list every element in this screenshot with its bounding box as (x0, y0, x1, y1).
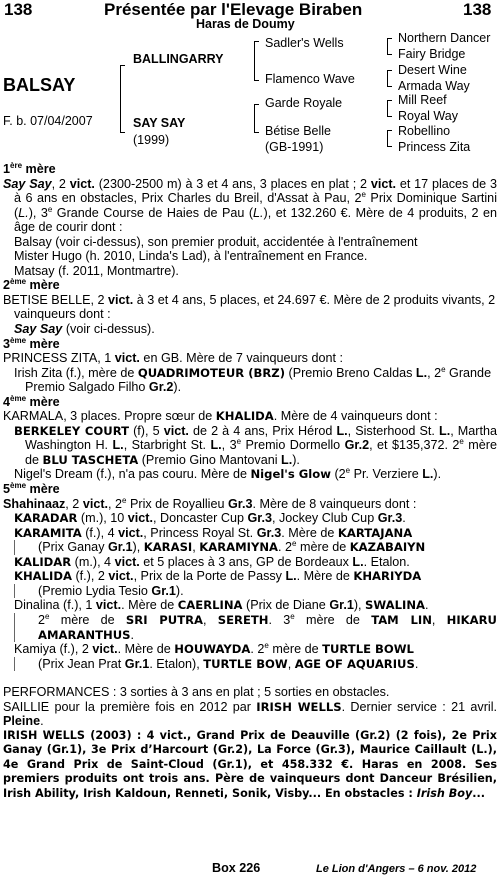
pedigree-bracket (254, 41, 259, 81)
pedigree-bracket (120, 65, 125, 133)
pedigree-gs4-year: (GB-1991) (265, 140, 324, 154)
produce-item: Nigel's Dream (f.), n'a pas couru. Mère de Nigel's Glow (2e Pr. Verziere L.). (14, 466, 442, 482)
covering-text: SAILLIE pour la première fois en 2012 par IRISH WELLS. Dernier service : 21 avril. Pleine. (3, 699, 497, 729)
pedigree-gs1: Sadler's Wells (265, 36, 344, 50)
consignor-title: Présentée par l'Elevage Biraben (104, 0, 363, 19)
horse-name: BALSAY (3, 75, 76, 95)
stallion-text: IRISH WELLS (2003) : 4 vict., Grand Prix de Deauville (Gr.2) (2 fois), 2e Prix Ganay (Gr.1), 3e Prix d’Harcourt (Gr.2), La Force (Gr.3), Maurice Caillault (L.), 4e Grand Prix de Saint-Cloud (Gr.1), et 458.332 €. Haras en 2008. Ses premiers produits ont trois ans. Père de vainqueurs dont Danceur Brésilien, Irish Ability, Irish Kaldoun, Renneti, Sonik, Visby... En obstacles : Irish Boy... (3, 728, 497, 800)
produce-subitem: (Prix Ganay Gr.1), KARASI, KARAMIYNA. 2e mère de KAZABAIYN (38, 539, 426, 555)
performances-text: PERFORMANCES : 3 sorties à 3 ans en plat ; 5 sorties en obstacles. (3, 685, 390, 700)
produce-subgroup (14, 584, 497, 599)
produce-item: Mister Hugo (h. 2010, Linda's Lad), à l'entraînement en France. (14, 249, 368, 264)
section-second-dam: 2ème mère (3, 277, 60, 293)
produce-item: KALIDAR (m.), 4 vict. et 5 places à 3 ans, GP de Bordeaux L.. Etalon. (14, 554, 410, 569)
produce-subitem: 2e mère de SRI PUTRA, SERETH. 3e mère de TAM LIN, HIKARU AMARANTHUS. (38, 611, 497, 642)
pedigree-dam: SAY SAY (133, 116, 186, 130)
produce-subgroup (14, 613, 497, 642)
horse-birth: F. b. 07/04/2007 (3, 114, 93, 128)
pedigree-bracket (387, 130, 392, 147)
footer-sale: Le Lion d'Angers – 6 nov. 2012 (316, 863, 477, 875)
pedigree-gs3: Garde Royale (265, 96, 343, 110)
third-dam-text: PRINCESS ZITA, 1 vict. en GB. Mère de 7 vainqueurs dont : (3, 351, 343, 366)
pedigree-ggs1: Northern Dancer (398, 31, 491, 45)
fifth-dam-text: Shahinaaz, 2 vict., 2e Prix de Royallieu Gr.3. Mère de 8 vainqueurs dont : (3, 495, 417, 511)
lot-number-right: 138 (463, 0, 492, 19)
section-first-dam: 1ère mère (3, 160, 56, 176)
pedigree-bracket (387, 38, 392, 55)
produce-item: BERKELEY COURT (f), 5 vict. de 2 à 4 ans, Prix Hérod L., Sisterhood St. L., Martha Washington H. L., Starbright St. L., 3e Premio Dormello Gr.2, et $135,372. 2e mère de BLU TASCHETA (Premio Gino Mantovani L.). (14, 423, 498, 467)
pedigree-gs2: Flamenco Wave (265, 72, 355, 86)
pedigree-gs4: Bétise Belle (265, 124, 332, 138)
produce-subgroup (14, 540, 497, 555)
footer-box: Box 226 (212, 861, 261, 875)
pedigree-dam-year: (1999) (133, 133, 170, 147)
produce-item: Say Say (voir ci-dessus). (14, 322, 155, 337)
pedigree-bracket (387, 100, 392, 117)
produce-item: Dinalina (f.), 1 vict.. Mère de CAERLINA (Prix de Diane Gr.1), SWALINA. (14, 598, 429, 613)
produce-item: KARAMITA (f.), 4 vict., Princess Royal St. Gr.3. Mère de KARTAJANA (14, 525, 413, 540)
pedigree-ggs8: Princess Zita (398, 140, 471, 154)
produce-item: Balsay (voir ci-dessus), son premier produit, accidentée à l'entraînement (14, 234, 418, 249)
produce-subgroup (14, 657, 497, 672)
fourth-dam-text: KARMALA, 3 places. Propre sœur de KHALIDA. Mère de 4 vainqueurs dont : (3, 409, 438, 424)
section-fourth-dam: 4ème mère (3, 393, 60, 409)
stud-name: Haras de Doumy (196, 17, 295, 31)
catalogue-page-text (3, 162, 497, 802)
produce-item: KHALIDA (f.), 2 vict., Prix de la Porte de Passy L.. Mère de KHARIYDA (14, 569, 422, 584)
produce-item: Kamiya (f.), 2 vict.. Mère de HOUWAYDA. 2e mère de TURTLE BOWL (14, 640, 414, 657)
produce-item: Irish Zita (f.), mère de QUADRIMOTEUR (BRZ) (Premio Breno Caldas L., 2e Grande Premio Salgado Filho Gr.2). (14, 364, 492, 395)
pedigree-bracket (254, 104, 259, 133)
produce-item: KARADAR (m.), 10 vict., Doncaster Cup Gr.3, Jockey Club Cup Gr.3. (14, 511, 406, 526)
produce-subitem: (Prix Jean Prat Gr.1. Etalon), TURTLE BOW, AGE OF AQUARIUS. (38, 656, 419, 671)
pedigree-ggs7: Robellino (398, 124, 451, 138)
section-third-dam: 3ème mère (3, 335, 60, 351)
pedigree-bracket (387, 70, 392, 87)
pedigree-ggs4: Armada Way (398, 79, 470, 93)
pedigree-ggs5: Mill Reef (398, 93, 447, 107)
section-fifth-dam: 5ème mère (3, 480, 60, 497)
pedigree-ggs2: Fairy Bridge (398, 47, 466, 61)
produce-item: Matsay (f. 2011, Montmartre). (14, 263, 179, 278)
pedigree-ggs6: Royal Way (398, 109, 458, 123)
first-dam-text: Say Say, 2 vict. (2300-2500 m) à 3 et 4 ans, 3 places en plat ; 2 vict. et 17 places de 3 à 6 ans en obstacles, Prix Charles du Breil, d'Assat à Pau, 2e Prix Dominique Sartini (L.), 3e Grande Course de Haies de Pau (L.), et 132.260 €. Mère de 4 produits, 2 en âge de courir dont : (3, 176, 497, 235)
pedigree-sire: BALLINGARRY (133, 52, 224, 66)
lot-number-left: 138 (4, 0, 33, 19)
pedigree-ggs3: Desert Wine (398, 63, 467, 77)
second-dam-text: BETISE BELLE, 2 vict. à 3 et 4 ans, 5 places, et 24.697 €. Mère de 2 produits vivants, 2 vainqueurs dont : (3, 292, 496, 322)
produce-subitem: (Premio Lydia Tesio Gr.1). (38, 583, 184, 598)
